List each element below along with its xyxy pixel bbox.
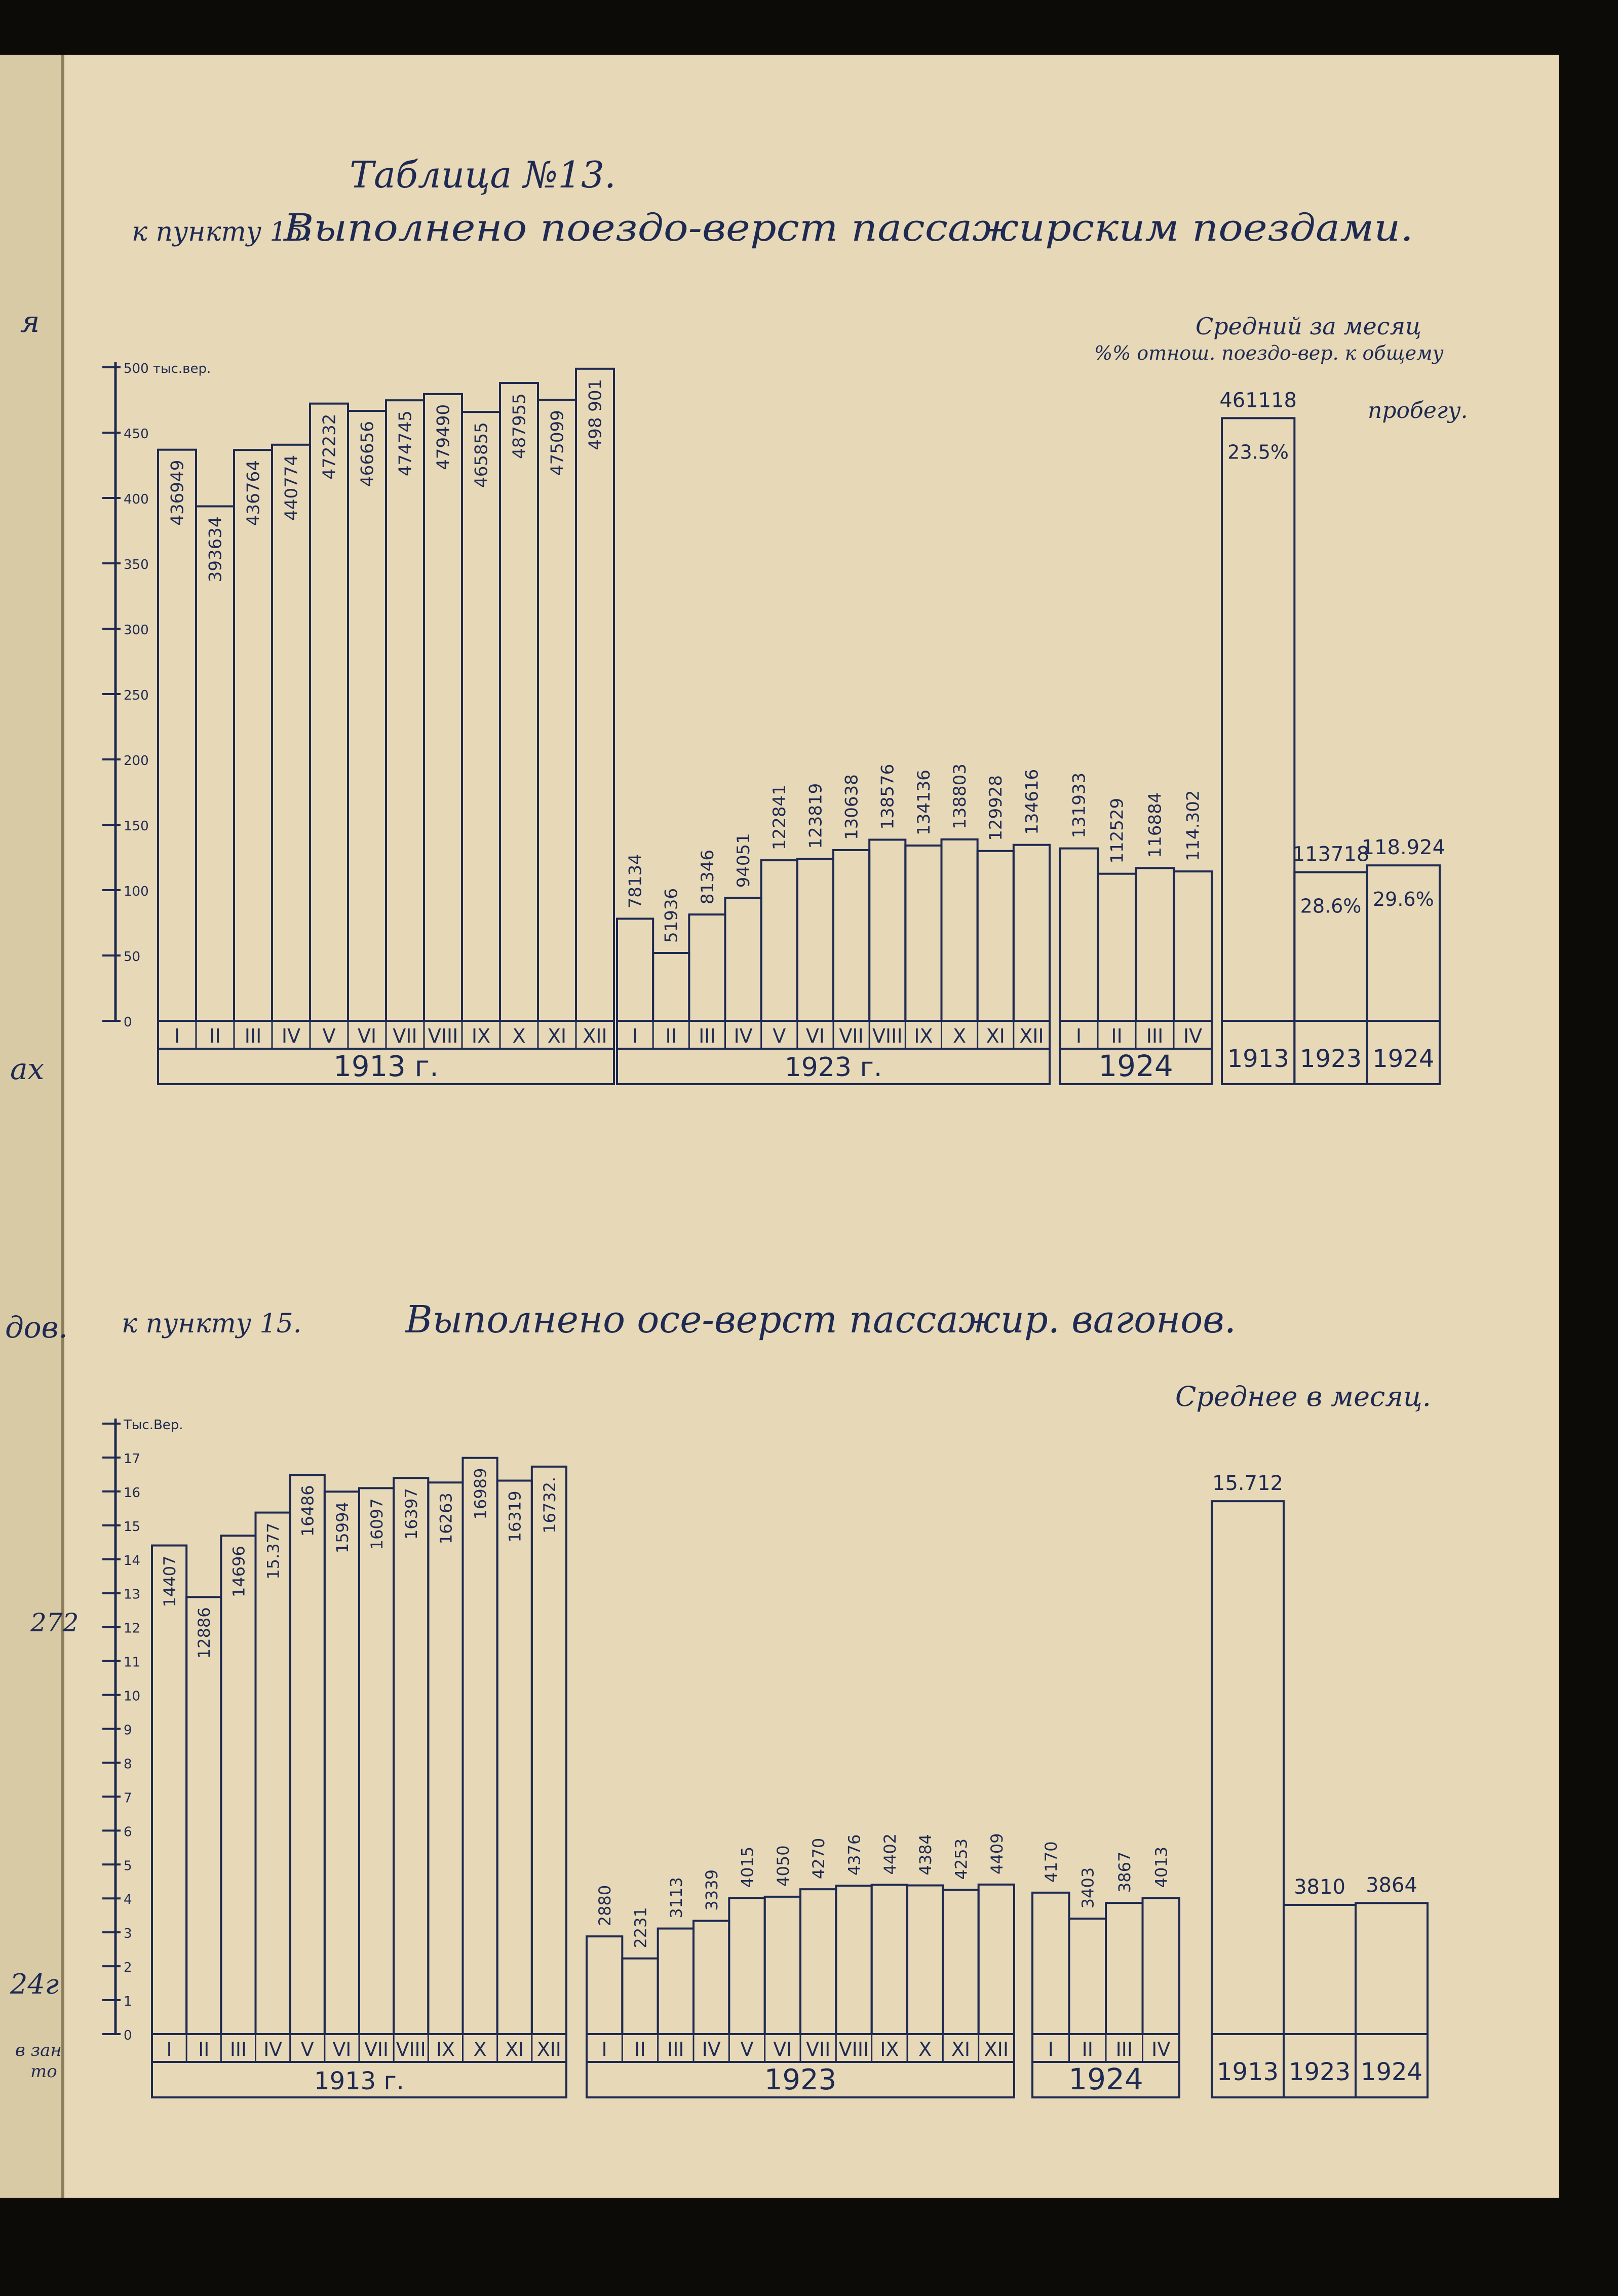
y-tick-label: 12 — [124, 1621, 141, 1636]
avg-year-label: 1923 — [1288, 2058, 1351, 2086]
month-label: I — [1048, 2038, 1054, 2060]
y-tick-label: 13 — [124, 1587, 141, 1602]
month-label: IV — [734, 1025, 753, 1047]
bar-value-label: 129928 — [986, 775, 1007, 841]
bar — [463, 1458, 497, 2034]
bar — [394, 1478, 428, 2034]
y-tick-label: 0 — [124, 2028, 132, 2043]
section2-title: Выполнено осе-верст пассажир. вагонов. — [404, 1298, 1236, 1342]
bar-value-label: 3113 — [666, 1877, 686, 1919]
bar — [1143, 1898, 1180, 2034]
bar — [943, 1890, 978, 2034]
bar-value-label: 466656 — [357, 421, 378, 487]
bar — [310, 404, 348, 1021]
y-tick-label: 2 — [124, 1960, 132, 1976]
bar — [1174, 871, 1212, 1021]
bar-value-label: 474745 — [395, 410, 416, 476]
month-label: XII — [537, 2038, 561, 2060]
margin-fragment-6: в зан — [15, 2040, 62, 2060]
month-label: III — [244, 1025, 262, 1047]
bar-value-label: 112529 — [1107, 797, 1128, 864]
bar — [1014, 845, 1050, 1021]
y-tick-label: 9 — [124, 1723, 132, 1738]
bar-value-label: 14407 — [160, 1555, 180, 1608]
bar-value-label: 114.302 — [1183, 790, 1204, 862]
month-label: II — [665, 1025, 677, 1047]
month-label: X — [918, 2038, 932, 2060]
group-year-label: 1913 г. — [333, 1050, 439, 1083]
bar — [617, 919, 653, 1021]
bar-value-label: 440774 — [281, 454, 302, 521]
month-label: VI — [357, 1025, 377, 1047]
bar — [186, 1597, 221, 2034]
month-label: VIII — [872, 1025, 903, 1047]
month-label: IV — [1151, 2038, 1171, 2060]
y-tick-label: 6 — [124, 1824, 132, 1840]
avg-value-label: 113718 — [1292, 843, 1370, 866]
y-tick-label: 7 — [124, 1790, 132, 1806]
bar-value-label: 3339 — [702, 1869, 722, 1911]
chart-1 — [102, 361, 1445, 1084]
bar-value-label: 4015 — [738, 1846, 757, 1888]
bar — [1060, 849, 1098, 1021]
margin-fragment-5: 24г — [10, 1968, 59, 2000]
bar-value-label: 4376 — [844, 1834, 864, 1876]
month-label: I — [1075, 1025, 1082, 1047]
month-label: VI — [332, 2038, 352, 2060]
bar — [576, 369, 614, 1021]
bar-value-label: 131933 — [1069, 772, 1090, 838]
y-tick-label: 100 — [124, 884, 149, 899]
margin-fragment-7: то — [30, 2061, 57, 2082]
month-label: III — [1146, 1025, 1164, 1047]
bar-value-label: 123819 — [805, 783, 826, 849]
y-tick-label: 0 — [124, 1015, 132, 1030]
legend1-line3: пробегу. — [1368, 398, 1468, 424]
table-title: Таблица №13. — [350, 154, 616, 196]
y-tick-label: Тыс.Вер. — [124, 1418, 183, 1433]
avg-year-label: 1924 — [1372, 1045, 1435, 1073]
avg-year-label: 1913 — [1216, 2058, 1279, 2086]
bar — [1069, 1919, 1106, 2034]
bar — [978, 851, 1014, 1021]
bar — [907, 1886, 943, 2034]
y-tick-label: 4 — [124, 1892, 132, 1908]
bar-value-label: 16397 — [402, 1488, 421, 1540]
month-label: IX — [471, 1025, 491, 1047]
charts-layer — [102, 361, 1445, 2097]
bar — [694, 1921, 729, 2034]
y-tick-label: 350 — [124, 557, 149, 572]
bar — [729, 1898, 764, 2034]
month-label: X — [512, 1025, 526, 1047]
bar-value-label: 15994 — [332, 1502, 352, 1554]
margin-fragment-4: 272 — [30, 1608, 79, 1637]
bar — [800, 1889, 836, 2034]
bar — [428, 1482, 463, 2034]
bar-value-label: 15.377 — [263, 1522, 283, 1580]
scan-border-bottom — [0, 2198, 1618, 2296]
bar — [325, 1491, 359, 2034]
avg-value-label: 461118 — [1219, 389, 1297, 412]
y-tick-label: 5 — [124, 1858, 132, 1874]
avg-percent-label: 29.6% — [1372, 888, 1434, 911]
group-year-label: 1924 — [1098, 1049, 1173, 1083]
y-tick-label: 500 тыс.вер. — [124, 361, 211, 376]
bar-value-label: 16263 — [436, 1493, 456, 1545]
bar-value-label: 3403 — [1078, 1867, 1098, 1909]
month-label: I — [174, 1025, 180, 1047]
avg-value-label: 15.712 — [1212, 1472, 1283, 1496]
bar — [359, 1488, 394, 2034]
bar — [256, 1513, 290, 2034]
bar — [348, 411, 386, 1021]
y-tick-label: 8 — [124, 1756, 132, 1772]
y-tick-label: 300 — [124, 623, 149, 638]
month-label: XI — [986, 1025, 1005, 1047]
bar — [979, 1885, 1014, 2034]
bar-value-label: 4013 — [1151, 1846, 1171, 1888]
bar — [942, 839, 978, 1021]
month-label: V — [300, 2038, 314, 2060]
bar — [833, 850, 869, 1021]
month-label: XII — [984, 2038, 1009, 2060]
bar — [1098, 874, 1136, 1021]
month-label: IV — [1183, 1025, 1203, 1047]
bar — [538, 400, 576, 1021]
month-label: X — [473, 2038, 487, 2060]
y-tick-label: 17 — [124, 1451, 141, 1467]
margin-fragment-2: ах — [10, 1052, 45, 1086]
bar-value-label: 16319 — [505, 1490, 525, 1543]
chart-2 — [102, 1418, 1428, 2097]
bar-value-label: 4384 — [916, 1834, 936, 1876]
bar-value-label: 78134 — [625, 854, 646, 909]
y-tick-label: 450 — [124, 427, 149, 442]
y-tick-label: 16 — [124, 1485, 141, 1501]
avg-bar — [1212, 1501, 1284, 2097]
bar-value-label: 16486 — [298, 1485, 318, 1537]
month-label: VIII — [838, 2038, 869, 2060]
bar-value-label: 479490 — [433, 404, 454, 470]
month-label: VIII — [428, 1025, 458, 1047]
bar — [221, 1536, 255, 2034]
bar — [1106, 1903, 1143, 2034]
bar-value-label: 16732. — [540, 1476, 559, 1534]
month-label: IX — [914, 1025, 933, 1047]
month-label: II — [198, 2038, 210, 2060]
month-label: II — [1082, 2038, 1093, 2060]
bar-value-label: 465855 — [471, 422, 492, 488]
bar — [653, 953, 689, 1021]
bar-value-label: 4050 — [773, 1845, 793, 1887]
section1-prefix: к пункту 15. — [132, 217, 312, 247]
month-label: V — [773, 1025, 786, 1047]
month-label: XI — [951, 2038, 971, 2060]
bar — [765, 1897, 800, 2034]
y-tick-label: 150 — [124, 819, 149, 834]
month-label: I — [632, 1025, 638, 1047]
bar — [500, 383, 538, 1021]
bar — [905, 846, 941, 1021]
y-tick-label: 50 — [124, 949, 141, 965]
y-tick-label: 15 — [124, 1519, 141, 1535]
y-tick-label: 3 — [124, 1926, 132, 1942]
bar — [836, 1886, 871, 2034]
bar-value-label: 3867 — [1115, 1851, 1135, 1893]
month-label: VII — [805, 2038, 831, 2060]
left-page-strip — [0, 55, 61, 2198]
bar-value-label: 122841 — [769, 784, 790, 851]
bar-value-label: 436764 — [243, 460, 264, 526]
bar-value-label: 472232 — [319, 413, 340, 480]
avg-value-label: 3864 — [1366, 1873, 1417, 1897]
bar-value-label: 487955 — [509, 393, 530, 459]
bar — [152, 1546, 186, 2034]
avg-value-label: 3810 — [1294, 1875, 1345, 1899]
bar-value-label: 138576 — [877, 763, 898, 830]
month-label: II — [634, 2038, 646, 2060]
month-label: X — [953, 1025, 967, 1047]
month-label: IV — [263, 2038, 282, 2060]
month-label: II — [209, 1025, 221, 1047]
month-label: VI — [773, 2038, 792, 2060]
bar — [761, 860, 797, 1021]
group-year-label: 1923 — [764, 2063, 837, 2096]
bar-value-label: 2231 — [631, 1907, 650, 1948]
month-label: XI — [547, 1025, 567, 1047]
bar-value-label: 4270 — [809, 1838, 829, 1880]
section2-prefix: к пункту 15. — [122, 1309, 302, 1339]
bar-value-label: 2880 — [595, 1885, 615, 1927]
y-tick-label: 200 — [124, 753, 149, 769]
bar-value-label: 94051 — [734, 833, 754, 888]
month-label: VIII — [396, 2038, 426, 2060]
bar-value-label: 134616 — [1022, 769, 1043, 835]
bar-value-label: 138803 — [950, 763, 971, 829]
bar-value-label: 4409 — [987, 1833, 1007, 1874]
month-label: VII — [393, 1025, 417, 1047]
bar-value-label: 12886 — [195, 1607, 214, 1659]
bar-value-label: 116884 — [1145, 792, 1166, 858]
legend1-line2: %% отнош. поездо-вер. к общему — [1094, 342, 1444, 364]
bar — [1136, 868, 1174, 1021]
bar — [872, 1885, 907, 2034]
bar — [386, 400, 424, 1021]
month-label: VI — [805, 1025, 825, 1047]
bar-value-label: 4170 — [1042, 1841, 1061, 1883]
month-label: I — [601, 2038, 607, 2060]
bar — [234, 450, 272, 1021]
avg-bar — [1222, 418, 1294, 1084]
bar — [869, 839, 905, 1021]
y-tick-label: 1 — [124, 1994, 132, 2010]
bar-value-label: 134136 — [913, 770, 934, 835]
month-label: XII — [583, 1025, 607, 1047]
bar-value-label: 130638 — [841, 774, 862, 840]
avg-percent-label: 28.6% — [1300, 895, 1362, 917]
avg-year-label: 1913 — [1227, 1045, 1289, 1073]
bar — [1032, 1893, 1069, 2034]
month-label: V — [322, 1025, 336, 1047]
bar-value-label: 393634 — [205, 516, 226, 583]
month-label: IV — [702, 2038, 721, 2060]
bar — [462, 412, 500, 1021]
margin-fragment-3: дов. — [5, 1310, 68, 1345]
bar — [658, 1929, 694, 2034]
section1-title: Выполнено поездо-верст пассажирским поездами. — [282, 206, 1413, 250]
scan-border-top — [0, 0, 1618, 55]
month-label: XII — [1019, 1025, 1044, 1047]
margin-fragment-1: я — [20, 304, 40, 339]
bar-value-label: 16989 — [471, 1468, 490, 1520]
bar-value-label: 498 901 — [585, 378, 606, 450]
bar — [622, 1959, 658, 2034]
month-label: VII — [364, 2038, 389, 2060]
bar-value-label: 475099 — [547, 410, 568, 476]
y-tick-label: 11 — [124, 1655, 141, 1670]
legend1-line1: Средний за месяц — [1196, 313, 1422, 340]
month-label: VII — [839, 1025, 864, 1047]
month-label: V — [740, 2038, 754, 2060]
bar-value-label: 4253 — [951, 1838, 971, 1880]
y-tick-label: 250 — [124, 688, 149, 703]
bar-value-label: 4402 — [880, 1833, 900, 1875]
bar — [797, 859, 833, 1021]
bar — [689, 914, 725, 1021]
avg-percent-label: 23.5% — [1227, 441, 1289, 464]
y-tick-label: 14 — [124, 1553, 141, 1568]
bar-value-label: 51936 — [661, 888, 682, 943]
month-label: IX — [880, 2038, 899, 2060]
y-tick-label: 400 — [124, 492, 149, 507]
bar — [290, 1475, 325, 2034]
month-label: III — [229, 2038, 247, 2060]
group-year-label: 1924 — [1068, 2062, 1143, 2096]
bar — [725, 898, 761, 1021]
avg-year-label: 1923 — [1299, 1045, 1362, 1073]
month-label: III — [699, 1025, 716, 1047]
y-tick-label: 10 — [124, 1689, 141, 1704]
bar — [196, 506, 234, 1021]
bar — [158, 450, 196, 1021]
group-year-label: 1923 г. — [784, 1052, 882, 1083]
month-label: XI — [505, 2038, 524, 2060]
month-label: III — [1115, 2038, 1133, 2060]
month-label: IV — [281, 1025, 301, 1047]
legend2: Среднее в месяц. — [1175, 1381, 1431, 1412]
month-label: I — [166, 2038, 172, 2060]
bar-value-label: 81346 — [697, 849, 718, 905]
bar-value-label: 14696 — [229, 1546, 249, 1597]
bar — [532, 1467, 566, 2034]
bar-value-label: 436949 — [167, 460, 188, 526]
bar-value-label: 16097 — [367, 1498, 387, 1550]
avg-value-label: 118.924 — [1361, 836, 1446, 860]
month-label: III — [667, 2038, 684, 2060]
month-label: IX — [436, 2038, 455, 2060]
group-year-label: 1913 г. — [314, 2067, 404, 2095]
month-label: II — [1111, 1025, 1123, 1047]
bar — [497, 1481, 532, 2034]
scan-border-right — [1559, 0, 1618, 2296]
bar — [424, 394, 462, 1021]
bar — [587, 1936, 622, 2034]
bar — [272, 445, 310, 1021]
avg-year-label: 1924 — [1360, 2058, 1423, 2086]
